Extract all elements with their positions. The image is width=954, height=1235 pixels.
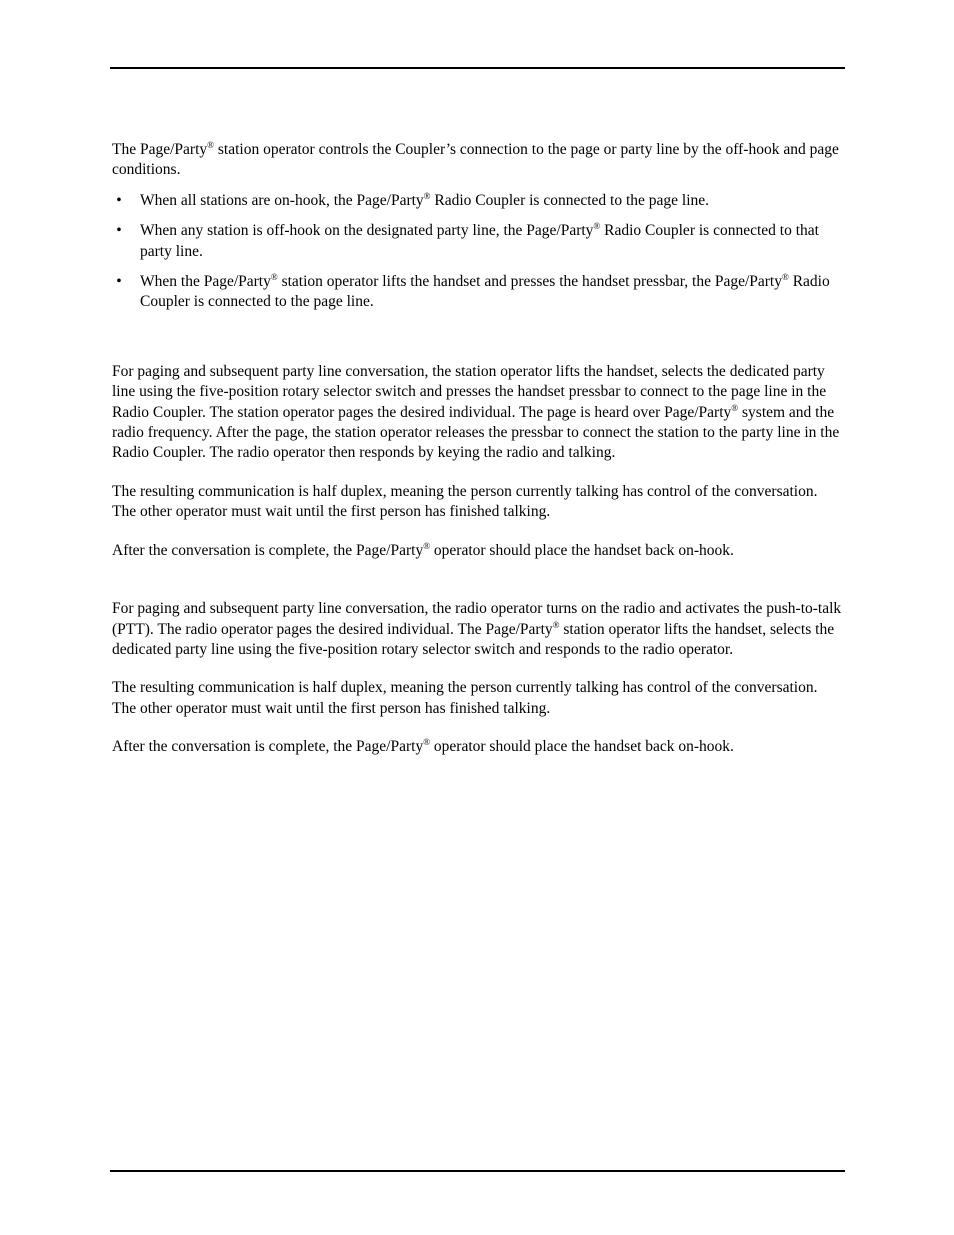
registered-mark: ® bbox=[270, 272, 278, 283]
station-paging-paragraph: For paging and subsequent party line conversation, the station operator lifts the handset, selects the dedicated party line using the five-position rotary selector switch and presses the handset pressbar to connect to the page line in the Radio Coupler. The station operator pages the desired individual. The page is heard over Page/Party® system and the radio frequency. After the page, the station operator releases the pressbar to connect the station to the party line in the Radio Coupler. The radio operator then responds by keying the radio and talking. bbox=[112, 362, 840, 462]
half-duplex-paragraph: The resulting communication is half duplex, meaning the person currently talking has control of the conversation. The other operator must wait until the first person has finished talking. bbox=[112, 482, 818, 521]
footer-rule bbox=[110, 1170, 845, 1172]
header-rule bbox=[110, 67, 845, 69]
registered-mark: ® bbox=[593, 221, 601, 232]
registered-mark: ® bbox=[552, 619, 560, 630]
list-item: • When the Page/Party® station operator lifts the handset and presses the handset pressbar, the Page/Party® Radio Coupler is connected to the page line. bbox=[112, 272, 844, 313]
bullet-icon: • bbox=[116, 191, 122, 209]
condition-list bbox=[112, 191, 844, 313]
registered-mark: ® bbox=[423, 737, 431, 748]
registered-mark: ® bbox=[731, 402, 739, 413]
registered-mark: ® bbox=[207, 140, 214, 150]
conversation-complete-paragraph: After the conversation is complete, the Page/Party® operator should place the handset back on-hook. bbox=[112, 737, 734, 756]
bullet-icon: • bbox=[116, 273, 122, 291]
half-duplex-paragraph: The resulting communication is half duplex, meaning the person currently talking has control of the conversation. The other operator must wait until the first person has finished talking. bbox=[112, 679, 818, 717]
registered-mark: ® bbox=[782, 272, 789, 283]
conversation-complete-paragraph: After the conversation is complete, the Page/Party® operator should place the handset back on-hook. bbox=[112, 540, 734, 559]
registered-mark: ® bbox=[423, 540, 431, 551]
list-item: • When all stations are on-hook, the Page/Party® Radio Coupler is connected to the page line. bbox=[112, 191, 844, 211]
bullet-icon: • bbox=[116, 222, 122, 240]
registered-mark: ® bbox=[423, 190, 431, 201]
radio-paging-paragraph: For paging and subsequent party line conversation, the radio operator turns on the radio and activates the push-to-talk (PTT). The radio operator pages the desired individual. The Page/Party® station operator lifts the handset, selects the dedicated party line using the five-position rotary selector switch and responds to the radio operator. bbox=[112, 600, 842, 658]
list-item: • When any station is off-hook on the designated party line, the Page/Party® Radio Coupler is connected to that party line. bbox=[112, 221, 844, 262]
document-body bbox=[112, 140, 844, 758]
intro-paragraph: The Page/Party® station operator controls the Coupler’s connection to the page or party line by the off-hook and page conditions. bbox=[112, 140, 839, 179]
